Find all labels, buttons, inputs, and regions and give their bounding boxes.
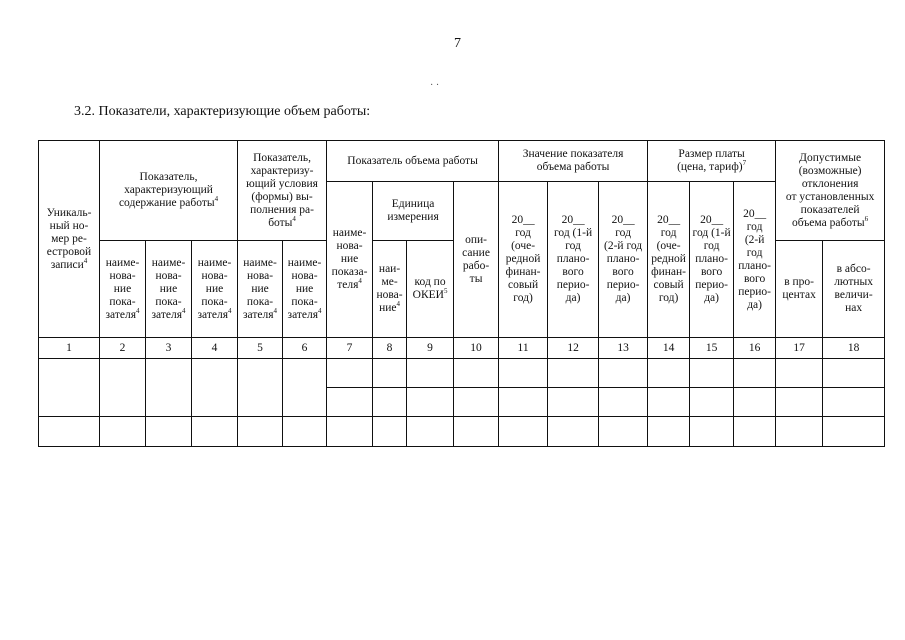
table-cell[interactable] [100, 359, 146, 417]
table-cell[interactable] [599, 417, 648, 447]
table-cell[interactable] [100, 417, 146, 447]
table-cell[interactable] [690, 417, 734, 447]
column-number: 14 [648, 338, 690, 359]
table-cell[interactable] [734, 359, 776, 388]
table-cell[interactable] [823, 417, 885, 447]
header-content-name-1: наиме- нова- ние пока- зателя$^4$ [100, 241, 146, 338]
header-fee-year-1: 20__ год (оче- редной финан- совый год) [648, 182, 690, 338]
header-unique-record-number: Уникаль- ный но- мер ре- естровой записи$^4$ [39, 141, 100, 338]
column-number: 7 [327, 338, 373, 359]
header-condition-name-2: наиме- нова- ние пока- зателя$^4$ [283, 241, 327, 338]
table-cell[interactable] [327, 417, 373, 447]
column-number: 18 [823, 338, 885, 359]
column-number: 6 [283, 338, 327, 359]
column-number: 17 [776, 338, 823, 359]
header-work-description: опи- сание рабо- ты [454, 182, 499, 338]
header-condition-indicator: Показатель, характеризу- ющий условия (формы) вы- полнения ра- боты$^4$ [238, 141, 327, 241]
header-value-year-3: 20__ год (2-й год плано- вого перио- да) [599, 182, 648, 338]
column-number: 4 [192, 338, 238, 359]
column-number: 12 [548, 338, 599, 359]
table-cell[interactable] [283, 359, 327, 417]
column-number-row [39, 338, 885, 359]
table-cell[interactable] [407, 417, 454, 447]
table-row [39, 417, 885, 447]
table-cell[interactable] [454, 417, 499, 447]
column-number: 1 [39, 338, 100, 359]
table-cell[interactable] [734, 417, 776, 447]
header-fee-year-3: 20__ год (2-й год плано- вого перио- да) [734, 182, 776, 338]
table-cell[interactable] [283, 417, 327, 447]
table-cell[interactable] [690, 388, 734, 417]
header-condition-name-1: наиме- нова- ние пока- зателя$^4$ [238, 241, 283, 338]
column-number: 15 [690, 338, 734, 359]
header-fee-size: Размер платы (цена, тариф)$^7$ [648, 141, 776, 182]
header-value-year-1: 20__ год (оче- редной финан- совый год) [499, 182, 548, 338]
section-title: 3.2. Показатели, характеризующие объем работы: [74, 104, 371, 119]
header-okei-code: код по ОКЕИ$^5$ [407, 241, 454, 338]
table-cell[interactable] [238, 417, 283, 447]
table-cell[interactable] [327, 388, 373, 417]
table-cell[interactable] [648, 417, 690, 447]
table-cell[interactable] [454, 388, 499, 417]
table-cell[interactable] [548, 388, 599, 417]
header-content-name-3: наиме- нова- ние пока- зателя$^4$ [192, 241, 238, 338]
header-unit-name: наи- ме- нова- ние$^4$ [373, 241, 407, 338]
work-volume-table [38, 140, 885, 447]
header-allowed-deviation: Допустимые (возможные) отклонения от установленных показателей объема работы$^6$ [776, 141, 885, 241]
table-cell[interactable] [648, 388, 690, 417]
table-cell[interactable] [690, 359, 734, 388]
table-cell[interactable] [192, 417, 238, 447]
header-row-1 [39, 141, 885, 182]
table-cell[interactable] [599, 359, 648, 388]
table-cell[interactable] [146, 359, 192, 417]
table-cell[interactable] [373, 359, 407, 388]
page-number: 7 [454, 36, 461, 51]
table-cell[interactable] [146, 417, 192, 447]
column-number: 8 [373, 338, 407, 359]
table-cell[interactable] [39, 417, 100, 447]
table-cell[interactable] [407, 388, 454, 417]
column-number: 10 [454, 338, 499, 359]
header-volume-value: Значение показателя объема работы [499, 141, 648, 182]
column-number: 11 [499, 338, 548, 359]
table-cell[interactable] [407, 359, 454, 388]
table-cell[interactable] [499, 359, 548, 388]
table-cell[interactable] [548, 359, 599, 388]
header-content-name-2: наиме- нова- ние пока- зателя$^4$ [146, 241, 192, 338]
header-fee-year-2: 20__ год (1-й год плано- вого перио- да) [690, 182, 734, 338]
table-cell[interactable] [776, 359, 823, 388]
table-cell[interactable] [454, 359, 499, 388]
table-cell[interactable] [599, 388, 648, 417]
table-cell[interactable] [823, 359, 885, 388]
table-cell[interactable] [648, 359, 690, 388]
header-deviation-percent: в про- центах [776, 241, 823, 338]
table-row [39, 359, 885, 388]
header-volume-name: наиме- нова- ние показа- теля$^4$ [327, 182, 373, 338]
table-cell[interactable] [39, 359, 100, 417]
table-cell[interactable] [734, 388, 776, 417]
header-value-year-2: 20__ год (1-й год планo- вого перио- да) [548, 182, 599, 338]
column-number: 5 [238, 338, 283, 359]
table-cell[interactable] [373, 388, 407, 417]
column-number: 9 [407, 338, 454, 359]
table-cell[interactable] [373, 417, 407, 447]
table-cell[interactable] [499, 388, 548, 417]
table-cell[interactable] [499, 417, 548, 447]
header-volume-indicator: Показатель объема работы [327, 141, 499, 182]
table-cell[interactable] [776, 417, 823, 447]
table-cell[interactable] [192, 359, 238, 417]
table-cell[interactable] [327, 359, 373, 388]
header-unit-of-measure: Единица измерения [373, 182, 454, 241]
table-cell[interactable] [548, 417, 599, 447]
column-number: 16 [734, 338, 776, 359]
table-cell[interactable] [238, 359, 283, 417]
scan-mark: · · [430, 80, 440, 91]
column-number: 3 [146, 338, 192, 359]
column-number: 2 [100, 338, 146, 359]
table-cell[interactable] [776, 388, 823, 417]
table-cell[interactable] [823, 388, 885, 417]
header-deviation-absolute: в абсо- лютных величи- нах [823, 241, 885, 338]
header-content-indicator: Показатель, характеризующий содержание работы$^4$ [100, 141, 238, 241]
column-number: 13 [599, 338, 648, 359]
